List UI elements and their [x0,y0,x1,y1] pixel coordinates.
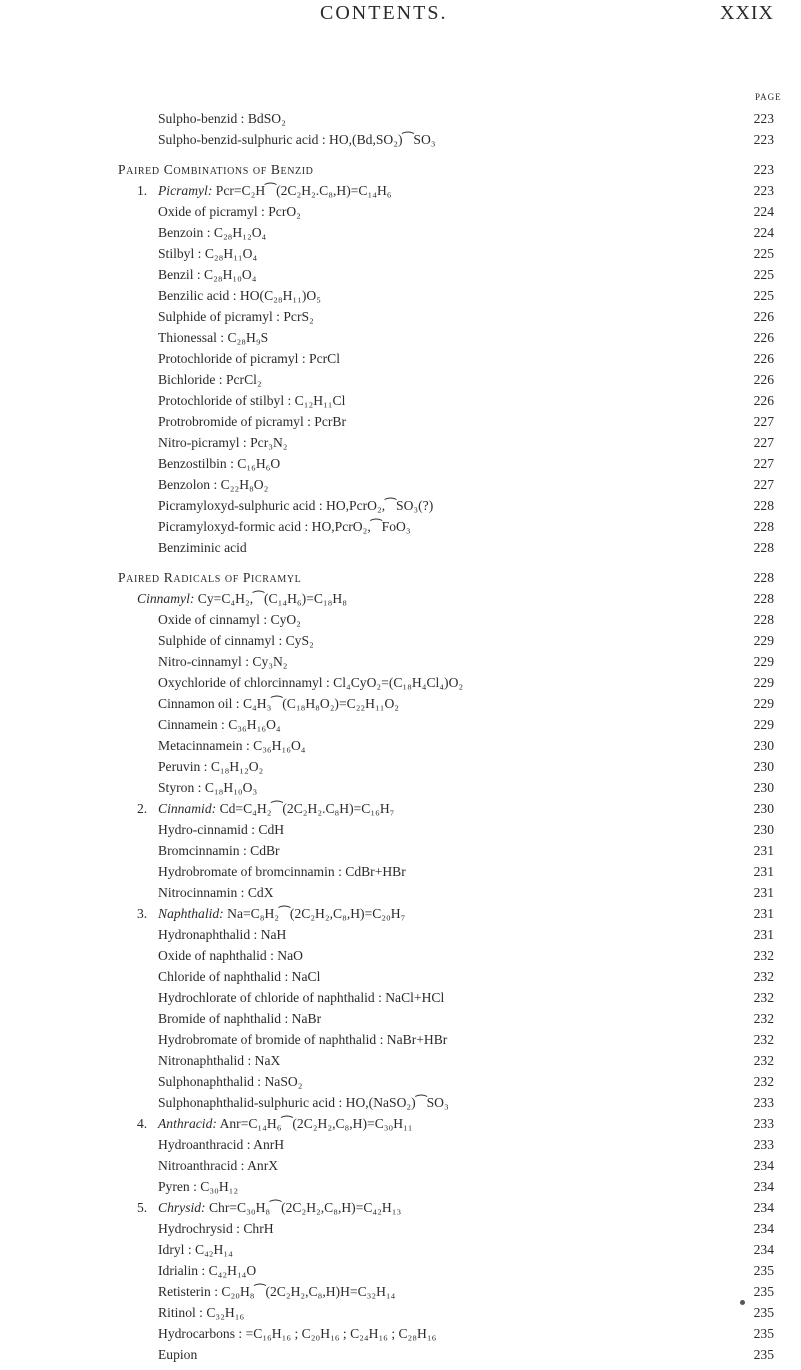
entry-formula: Benzil : C₂₈H₁₀O₄ [158,267,257,282]
page-number: 226 [753,393,774,408]
toc-entry [0,180,801,201]
page-number: 223 [753,183,774,198]
entry-text [158,987,444,1008]
entry-text [158,672,463,693]
page-number: 232 [753,1074,774,1089]
page-number: 228 [753,591,774,606]
toc-entry [0,348,801,369]
entry-formula: Na=C₈H₂⁀(2C₂H₂,C₈,H)=C₂₀H₇ [227,906,406,921]
toc-entry [0,1323,801,1344]
entry-text [158,432,288,453]
entry-label: Cinnamyl: [137,591,195,606]
entry-text [158,1155,278,1176]
toc-entry [0,1218,801,1239]
page-number: 234 [753,1158,774,1173]
page-number: 224 [753,225,774,240]
entry-formula: Hydrobromate of bromide of naphthalid : NaBr+HBr [158,1032,448,1047]
page-number: 234 [753,1179,774,1194]
page-number: 226 [753,372,774,387]
toc-entry [0,693,801,714]
entry-text [158,1218,274,1239]
toc-entry [0,1092,801,1113]
page-number: 235 [753,1326,774,1341]
toc-entry [0,390,801,411]
ink-spot [740,1300,745,1305]
toc-entry [0,327,801,348]
page-number: 234 [753,1242,774,1257]
entry-formula: Chloride of naphthalid : NaCl [158,969,321,984]
page-number: 231 [753,843,774,858]
page-number: 227 [753,456,774,471]
entry-text [158,735,306,756]
entry-text [158,924,286,945]
toc-entry [0,1050,801,1071]
entry-formula: Bromide of naphthalid : NaBr [158,1011,322,1026]
toc-entry [0,945,801,966]
entry-text [158,756,263,777]
toc-entry [0,882,801,903]
page-number: 232 [753,948,774,963]
entry-text [158,945,303,966]
section-heading [118,159,314,180]
entry-text [158,327,268,348]
entry-text [137,1197,401,1218]
entry-formula: Cinnamein : C₃₆H₁₆O₄ [158,717,281,732]
toc-entry [0,672,801,693]
page-number: 227 [753,477,774,492]
entry-text [158,1008,321,1029]
page-number: 228 [753,570,774,585]
toc-entry [0,1302,801,1323]
entry-formula: Cinnamon oil : C₄H₃⁀(C₁₈H₈O₂)=C₂₂H₁₁O₂ [158,696,400,711]
entry-formula: Hydrobromate of bromcinnamin : CdBr+HBr [158,864,406,879]
entry-text [158,1050,280,1071]
entry-text [158,222,266,243]
entry-text [158,1260,256,1281]
page-number: 233 [753,1095,774,1110]
toc-entry [0,495,801,516]
entry-label: Anthracid: [158,1116,217,1131]
toc-entry [0,609,801,630]
entry-label: Naphthalid: [158,906,224,921]
page-number-roman: XXIX [720,2,774,24]
table-of-contents [0,108,801,1365]
entry-formula: Stilbyl : C₂₈H₁₁O₄ [158,246,258,261]
toc-entry [0,1344,801,1365]
page-title: CONTENTS. [320,2,448,24]
toc-entry [0,630,801,651]
entry-formula: Sulpho-benzid-sulphuric acid : HO,(Bd,SO₂)⁀SO₃ [158,132,436,147]
entry-formula: Peruvin : C₁₈H₁₂O₂ [158,759,264,774]
toc-entry [0,474,801,495]
toc-entry [0,129,801,150]
page-number: 228 [753,540,774,555]
entry-formula: Benzolon : C₂₂H₈O₂ [158,477,269,492]
entry-text [158,348,340,369]
entry-number: 3. [137,906,148,921]
toc-entry [0,1155,801,1176]
page-number: 232 [753,1011,774,1026]
entry-text [158,537,247,558]
toc-entry [0,861,801,882]
entry-formula: Oxide of picramyl : PcrO₂ [158,204,301,219]
entry-formula: Protochloride of picramyl : PcrCl [158,351,340,366]
entry-text [158,201,301,222]
entry-formula: Benzoin : C₂₈H₁₂O₄ [158,225,267,240]
toc-entry [0,1071,801,1092]
toc-entry [0,1197,801,1218]
page-number: 225 [753,288,774,303]
entry-formula: Nitro-picramyl : Pcr₃N₂ [158,435,288,450]
entry-text [158,1323,436,1344]
page-number: 232 [753,990,774,1005]
toc-entry [0,840,801,861]
page-number: 230 [753,738,774,753]
entry-text [137,798,394,819]
entry-formula: Sulphonaphthalid-sulphuric acid : HO,(NaSO₂)⁀SO₃ [158,1095,449,1110]
entry-formula: Hydro-cinnamid : CdH [158,822,285,837]
entry-formula: Cy=C₄H₂,⁀(C₁₄H₆)=C₁₈H₈ [197,591,347,606]
page-number: 233 [753,1137,774,1152]
toc-entry [0,537,801,558]
entry-formula: Oxide of naphthalid : NaO [158,948,303,963]
toc-entry [0,1008,801,1029]
toc-entry [0,966,801,987]
entry-number: 4. [137,1116,148,1131]
entry-text [158,861,406,882]
page-number: 232 [753,969,774,984]
entry-formula: Idrialin : C₄₂H₁₄O [158,1263,257,1278]
entry-formula: Benziminic acid [158,540,247,555]
entry-text [137,180,392,201]
toc-entry [0,735,801,756]
toc-entry [0,714,801,735]
page-number: 231 [753,927,774,942]
entry-number: 1. [137,183,148,198]
entry-formula: Oxychloride of chlorcinnamyl : Cl₄CyO₂=(C₁₈H₄Cl₄)O₂ [158,675,464,690]
page-number: 235 [753,1284,774,1299]
page-number: 223 [753,111,774,126]
toc-entry [0,1176,801,1197]
entry-formula: Picramyloxyd-formic acid : HO,PcrO₂,⁀FoO₃ [158,519,411,534]
page-number: 227 [753,435,774,450]
entry-text [158,264,256,285]
entry-formula: Picramyloxyd-sulphuric acid : HO,PcrO₂,⁀SO₃(?) [158,498,434,513]
page-number: 234 [753,1221,774,1236]
page-number: 235 [753,1305,774,1320]
entry-formula: Sulphonaphthalid : NaSO₂ [158,1074,303,1089]
entry-formula: Benzostilbin : C₁₆H₆O [158,456,281,471]
toc-entry [0,651,801,672]
page-number: 231 [753,864,774,879]
toc-entry [0,369,801,390]
entry-text [158,1302,244,1323]
entry-number: 2. [137,801,148,816]
toc-entry [0,756,801,777]
entry-formula: Nitrocinnamin : CdX [158,885,274,900]
entry-formula: Hydroanthracid : AnrH [158,1137,285,1152]
toc-entry [0,432,801,453]
entry-formula: Hydrochrysid : ChrH [158,1221,274,1236]
toc-entry [0,1113,801,1134]
page-number: 225 [753,267,774,282]
toc-entry [0,222,801,243]
entry-formula: Styron : C₁₈H₁₀O₃ [158,780,258,795]
entry-text [158,108,286,129]
entry-text [158,840,280,861]
entry-text [158,819,284,840]
page-number: 224 [753,204,774,219]
entry-text [158,495,433,516]
toc-entry [0,516,801,537]
entry-formula: Sulpho-benzid : BdSO₂ [158,111,286,126]
entry-text [158,714,281,735]
toc-entry [0,306,801,327]
entry-label: Picramyl: [158,183,213,198]
page-header [0,0,801,30]
toc-entry [0,819,801,840]
page-number: 229 [753,675,774,690]
entry-text [158,1176,238,1197]
entry-text [158,390,345,411]
entry-formula: Bichloride : PcrCl₂ [158,372,262,387]
toc-entry [0,1239,801,1260]
entry-text [158,1344,197,1365]
entry-label: Chrysid: [158,1200,206,1215]
toc-entry [0,1134,801,1155]
page-number: 235 [753,1263,774,1278]
page-number: 230 [753,822,774,837]
toc-entry [0,108,801,129]
entry-formula: Ritinol : C₃₂H₁₆ [158,1305,245,1320]
page-number: 228 [753,519,774,534]
toc-entry [0,285,801,306]
entry-formula: Benzilic acid : HO(C₂₈H₁₁)O₅ [158,288,321,303]
entry-text [158,630,314,651]
toc-entry [0,798,801,819]
page-number: 223 [753,132,774,147]
entry-text [158,882,274,903]
entry-text [158,609,301,630]
entry-text [158,129,436,150]
page-number: 226 [753,330,774,345]
entry-formula: Hydrochlorate of chloride of naphthalid : NaCl+HCl [158,990,445,1005]
toc-entry [0,1260,801,1281]
entry-text [137,1113,413,1134]
toc-entry [0,1029,801,1050]
page-number: 226 [753,351,774,366]
entry-text [158,285,321,306]
toc-entry [0,243,801,264]
entry-formula: Sulphide of picramyl : PcrS₂ [158,309,314,324]
entry-text [158,693,399,714]
entry-text [158,369,262,390]
entry-formula: Pyren : C₃₀H₁₂ [158,1179,239,1194]
toc-entry [0,588,801,609]
entry-text [158,306,314,327]
page-number: 235 [753,1347,774,1362]
page-number: 234 [753,1200,774,1215]
entry-label: Cinnamid: [158,801,217,816]
toc-entry [0,924,801,945]
page-column-label: PAGE [755,92,782,102]
entry-formula: Retisterin : C₂₀H₈⁀(2C₂H₂,C₈,H)H=C₃₂H₁₄ [158,1284,396,1299]
page-number: 230 [753,759,774,774]
entry-text [137,588,347,609]
entry-formula: Eupion [158,1347,198,1362]
entry-text [158,966,320,987]
page-number: 229 [753,654,774,669]
entry-text [158,453,280,474]
entry-formula: Oxide of cinnamyl : CyO₂ [158,612,301,627]
page-number: 229 [753,717,774,732]
entry-formula: Bromcinnamin : CdBr [158,843,280,858]
toc-entry [0,453,801,474]
entry-formula: Idryl : C₄₂H₁₄ [158,1242,233,1257]
entry-formula: Pcr=C₂H⁀(2C₂H₂.C₈,H)=C₁₄H₆ [215,183,392,198]
toc-entry [0,903,801,924]
entry-formula: Metacinnamein : C₃₆H₁₆O₄ [158,738,306,753]
page-number: 228 [753,612,774,627]
page-number: 227 [753,414,774,429]
page-number: 228 [753,498,774,513]
entry-formula: Hydrocarbons : =C₁₆H₁₆ ; C₂₀H₁₆ ; C₂₄H₁₆ ; C₂₈H₁₆ [158,1326,437,1341]
entry-formula: Anr=C₁₄H₆⁀(2C₂H₂,C₈,H)=C₃₀H₁₁ [219,1116,413,1131]
entry-formula: Nitronaphthalid : NaX [158,1053,281,1068]
entry-formula: Nitro-cinnamyl : Cy₃N₂ [158,654,288,669]
entry-formula: Thionessal : C₂₈H₉S [158,330,269,345]
entry-formula: Paired Combinations of Benzid [118,162,314,177]
page-number: 230 [753,780,774,795]
entry-text [158,1281,395,1302]
page-number: 233 [753,1116,774,1131]
entry-text [137,903,405,924]
entry-text [158,1239,233,1260]
entry-text [158,411,346,432]
entry-text [158,777,257,798]
page-number: 229 [753,696,774,711]
entry-formula: Protochloride of stilbyl : C₁₂H₁₁Cl [158,393,346,408]
section-heading [118,567,301,588]
page-number: 229 [753,633,774,648]
entry-formula: Sulphide of cinnamyl : CyS₂ [158,633,314,648]
entry-formula: Paired Radicals of Picramyl [118,570,302,585]
entry-formula: Nitroanthracid : AnrX [158,1158,279,1173]
entry-text [158,1092,449,1113]
section-heading-row [0,558,801,588]
entry-number: 5. [137,1200,148,1215]
toc-entry [0,411,801,432]
entry-text [158,1029,447,1050]
section-heading-row [0,150,801,180]
entry-formula: Hydronaphthalid : NaH [158,927,287,942]
page-number: 232 [753,1053,774,1068]
page-number: 230 [753,801,774,816]
page-number: 231 [753,885,774,900]
page-number: 225 [753,246,774,261]
entry-formula: Cd=C₄H₂⁀(2C₂H₂.C₈H)=C₁₆H₇ [219,801,395,816]
toc-entry [0,264,801,285]
entry-text [158,1071,302,1092]
entry-text [158,651,288,672]
entry-text [158,516,411,537]
entry-text [158,1134,284,1155]
page-number: 231 [753,906,774,921]
page-number: 223 [753,162,774,177]
entry-text [158,474,268,495]
entry-text [158,243,257,264]
toc-entry [0,201,801,222]
entry-formula: Protrobromide of picramyl : PcrBr [158,414,347,429]
entry-formula: Chr=C₃₀H₈⁀(2C₂H₂,C₈,H)=C₄₂H₁₃ [208,1200,402,1215]
page-number: 232 [753,1032,774,1047]
toc-entry [0,987,801,1008]
toc-entry [0,777,801,798]
toc-entry [0,1281,801,1302]
page-number: 226 [753,309,774,324]
